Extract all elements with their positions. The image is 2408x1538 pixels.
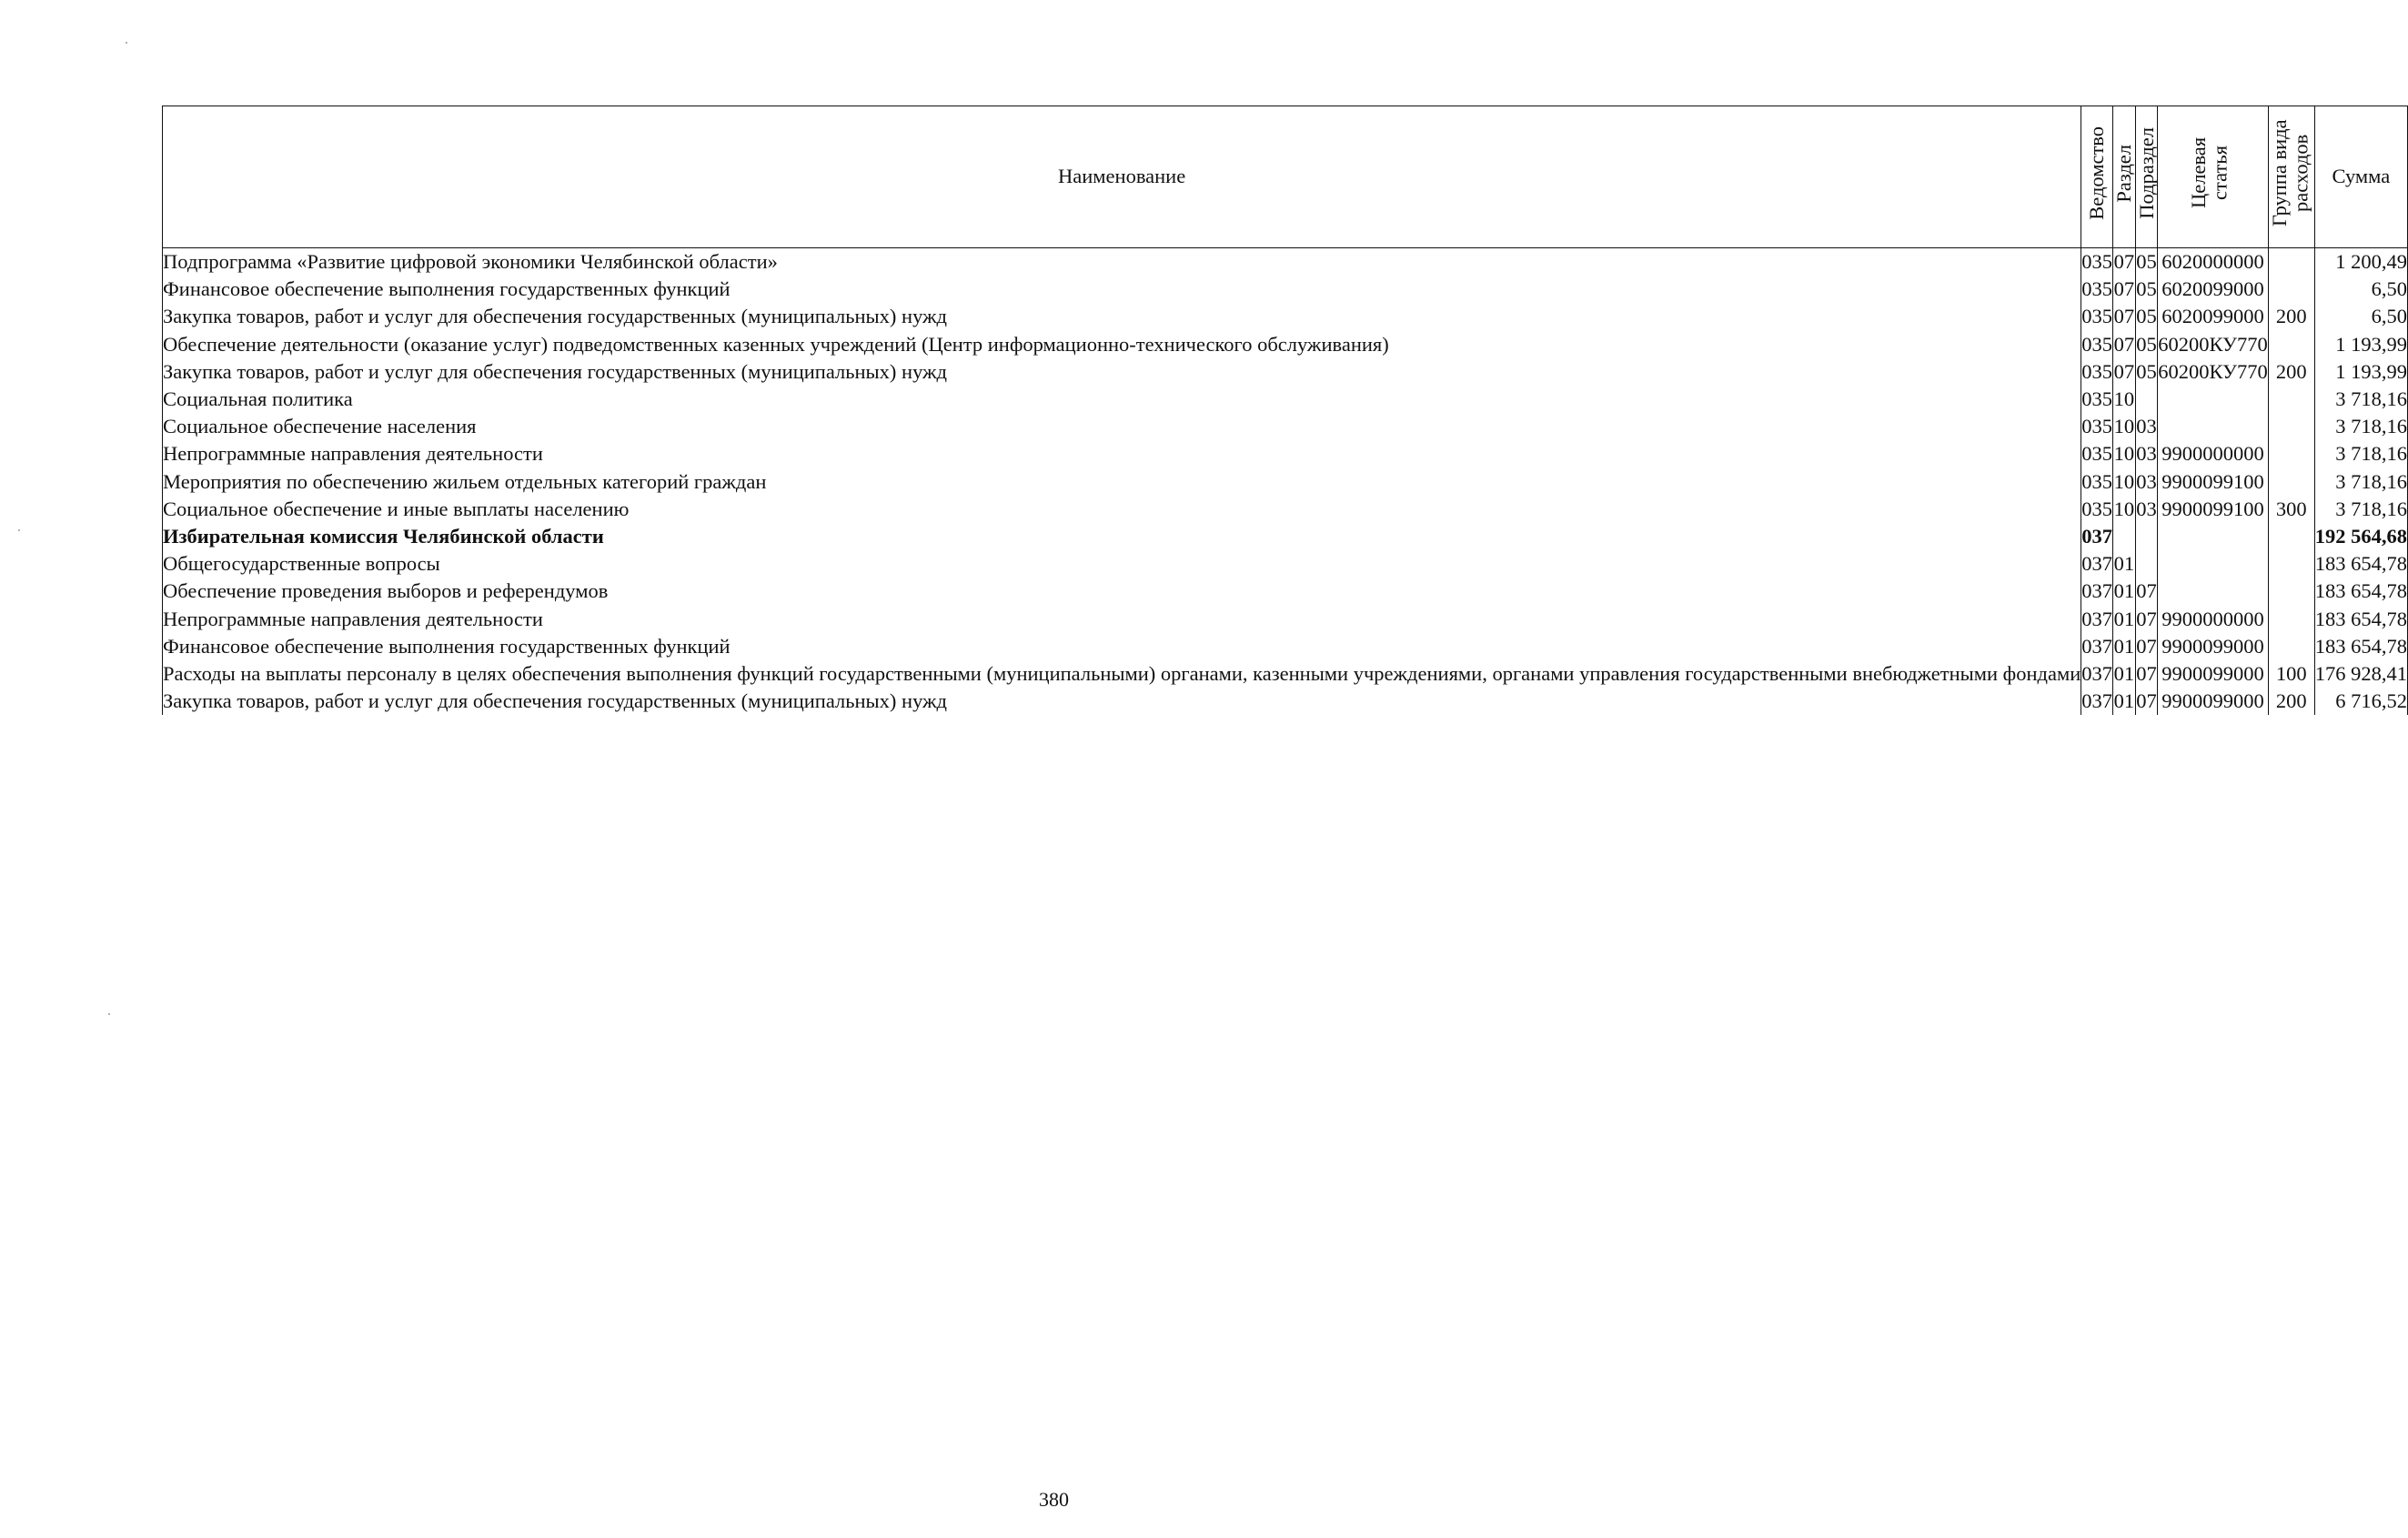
row-vedomstvo: 035 (2081, 413, 2113, 440)
table-row (163, 606, 2408, 633)
row-summa: 6 716,52 (2314, 688, 2407, 715)
row-name: Закупка товаров, работ и услуг для обеспечения государственных (муниципальных) нужд (163, 358, 2081, 386)
row-razdel: 01 (2113, 578, 2136, 605)
row-podrazdel: 05 (2135, 358, 2158, 386)
row-name: Финансовое обеспечение выполнения государственных функций (163, 276, 2081, 303)
row-razdel: 10 (2113, 386, 2136, 413)
row-name: Обеспечение деятельности (оказание услуг) подведомственных казенных учреждений (Центр информационно-технического обслуживания) (163, 331, 2081, 358)
header-summa-label: Сумма (2332, 165, 2391, 188)
row-gruppa-vida-rashodov (2268, 276, 2314, 303)
table-row (163, 331, 2408, 358)
row-name: Обеспечение проведения выборов и референдумов (163, 578, 2081, 605)
row-name: Непрограммные направления деятельности (163, 440, 2081, 467)
table-row (163, 276, 2408, 303)
row-name: Финансовое обеспечение выполнения государственных функций (163, 633, 2081, 660)
table-body (163, 248, 2408, 716)
row-podrazdel: 05 (2135, 276, 2158, 303)
row-gruppa-vida-rashodov (2268, 578, 2314, 605)
row-gruppa-vida-rashodov (2268, 413, 2314, 440)
row-razdel: 10 (2113, 496, 2136, 523)
row-summa: 3 718,16 (2314, 440, 2407, 467)
row-celevaya-statya: 60200КУ770 (2158, 358, 2269, 386)
row-celevaya-statya: 9900099000 (2158, 688, 2269, 715)
row-name: Общегосударственные вопросы (163, 550, 2081, 578)
row-celevaya-statya: 9900099100 (2158, 496, 2269, 523)
row-podrazdel: 07 (2135, 578, 2158, 605)
row-podrazdel: 07 (2135, 660, 2158, 688)
page-number: 380 (1039, 1488, 1069, 1511)
row-celevaya-statya: 6020000000 (2158, 248, 2269, 276)
table-row (163, 550, 2408, 578)
table-header (163, 106, 2408, 248)
row-name: Расходы на выплаты персоналу в целях обеспечения выполнения функций государственными (муниципальными) органами, казенными учреждениями, органами управления государственными внебюджетными фондами (163, 660, 2081, 688)
row-celevaya-statya: 9900099000 (2158, 633, 2269, 660)
row-summa: 183 654,78 (2314, 550, 2407, 578)
header-celevaya-label: Целевая статья (2186, 137, 2232, 209)
row-vedomstvo: 035 (2081, 331, 2113, 358)
row-podrazdel: 05 (2135, 248, 2158, 276)
row-summa: 1 200,49 (2314, 248, 2407, 276)
table-row (163, 248, 2408, 276)
row-summa: 1 193,99 (2314, 331, 2407, 358)
row-podrazdel (2135, 550, 2158, 578)
row-razdel: 10 (2113, 440, 2136, 467)
row-vedomstvo: 037 (2081, 550, 2113, 578)
table-row (163, 386, 2408, 413)
table-row (163, 413, 2408, 440)
row-gruppa-vida-rashodov (2268, 248, 2314, 276)
row-gruppa-vida-rashodov: 200 (2268, 303, 2314, 330)
row-podrazdel: 05 (2135, 303, 2158, 330)
header-summa (2314, 106, 2407, 248)
header-celevaya (2158, 106, 2269, 248)
row-vedomstvo: 037 (2081, 578, 2113, 605)
row-summa: 192 564,68 (2314, 523, 2407, 550)
row-razdel: 01 (2113, 633, 2136, 660)
row-name: Социальное обеспечение и иные выплаты населению (163, 496, 2081, 523)
row-celevaya-statya (2158, 413, 2269, 440)
row-gruppa-vida-rashodov (2268, 550, 2314, 578)
header-gruppa-label: Группа вида расходов (2267, 119, 2312, 227)
row-summa: 3 718,16 (2314, 386, 2407, 413)
table-row (163, 358, 2408, 386)
row-name: Подпрограмма «Развитие цифровой экономики Челябинской области» (163, 248, 2081, 276)
row-gruppa-vida-rashodov: 100 (2268, 660, 2314, 688)
row-vedomstvo: 035 (2081, 386, 2113, 413)
row-celevaya-statya: 60200КУ770 (2158, 331, 2269, 358)
row-gruppa-vida-rashodov (2268, 386, 2314, 413)
row-summa: 3 718,16 (2314, 468, 2407, 496)
row-razdel: 07 (2113, 276, 2136, 303)
row-vedomstvo: 035 (2081, 468, 2113, 496)
row-summa: 6,50 (2314, 276, 2407, 303)
row-vedomstvo: 035 (2081, 440, 2113, 467)
row-gruppa-vida-rashodov: 200 (2268, 358, 2314, 386)
table-row (163, 468, 2408, 496)
header-vedomstvo-label: Ведомство (2085, 126, 2109, 220)
header-razdel-label: Раздел (2112, 144, 2135, 203)
row-gruppa-vida-rashodov: 300 (2268, 496, 2314, 523)
row-vedomstvo: 037 (2081, 688, 2113, 715)
row-podrazdel: 03 (2135, 413, 2158, 440)
header-name-label: Наименование (1058, 165, 1186, 188)
row-name: Непрограммные направления деятельности (163, 606, 2081, 633)
row-name: Социальное обеспечение населения (163, 413, 2081, 440)
table-row (163, 633, 2408, 660)
row-name: Закупка товаров, работ и услуг для обеспечения государственных (муниципальных) нужд (163, 688, 2081, 715)
row-name: Социальная политика (163, 386, 2081, 413)
row-vedomstvo: 035 (2081, 303, 2113, 330)
table-row (163, 303, 2408, 330)
row-celevaya-statya: 9900099000 (2158, 660, 2269, 688)
row-podrazdel (2135, 523, 2158, 550)
row-podrazdel: 07 (2135, 688, 2158, 715)
row-razdel: 07 (2113, 331, 2136, 358)
row-razdel: 07 (2113, 248, 2136, 276)
row-name: Закупка товаров, работ и услуг для обеспечения государственных (муниципальных) нужд (163, 303, 2081, 330)
row-celevaya-statya: 6020099000 (2158, 276, 2269, 303)
row-razdel: 10 (2113, 413, 2136, 440)
row-celevaya-statya (2158, 550, 2269, 578)
row-name: Избирательная комиссия Челябинской области (163, 523, 2081, 550)
row-vedomstvo: 035 (2081, 276, 2113, 303)
row-podrazdel: 03 (2135, 468, 2158, 496)
row-summa: 183 654,78 (2314, 606, 2407, 633)
row-celevaya-statya: 9900000000 (2158, 606, 2269, 633)
row-summa: 183 654,78 (2314, 633, 2407, 660)
table-row (163, 523, 2408, 550)
row-summa: 183 654,78 (2314, 578, 2407, 605)
row-podrazdel: 05 (2135, 331, 2158, 358)
header-name (163, 106, 2081, 248)
row-vedomstvo: 035 (2081, 248, 2113, 276)
row-name: Мероприятия по обеспечению жильем отдельных категорий граждан (163, 468, 2081, 496)
header-vedomstvo (2081, 106, 2113, 248)
table-row (163, 688, 2408, 715)
scan-speck (18, 529, 20, 531)
row-celevaya-statya (2158, 523, 2269, 550)
row-gruppa-vida-rashodov (2268, 523, 2314, 550)
header-gruppa (2268, 106, 2314, 248)
row-vedomstvo: 037 (2081, 606, 2113, 633)
row-podrazdel (2135, 386, 2158, 413)
row-gruppa-vida-rashodov (2268, 331, 2314, 358)
row-vedomstvo: 037 (2081, 523, 2113, 550)
row-gruppa-vida-rashodov (2268, 468, 2314, 496)
scan-speck (126, 42, 127, 44)
row-razdel: 07 (2113, 303, 2136, 330)
table-row (163, 440, 2408, 467)
row-razdel: 01 (2113, 550, 2136, 578)
row-summa: 3 718,16 (2314, 496, 2407, 523)
row-podrazdel: 03 (2135, 496, 2158, 523)
row-gruppa-vida-rashodov (2268, 633, 2314, 660)
row-podrazdel: 03 (2135, 440, 2158, 467)
row-vedomstvo: 037 (2081, 633, 2113, 660)
row-celevaya-statya (2158, 386, 2269, 413)
row-podrazdel: 07 (2135, 606, 2158, 633)
row-celevaya-statya: 9900000000 (2158, 440, 2269, 467)
row-vedomstvo: 035 (2081, 358, 2113, 386)
row-celevaya-statya (2158, 578, 2269, 605)
row-gruppa-vida-rashodov (2268, 440, 2314, 467)
row-summa: 176 928,41 (2314, 660, 2407, 688)
row-razdel: 01 (2113, 688, 2136, 715)
budget-table (162, 106, 2408, 715)
header-podrazdel-label: Подраздел (2134, 127, 2158, 219)
row-vedomstvo: 037 (2081, 660, 2113, 688)
table-row (163, 496, 2408, 523)
header-podrazdel (2135, 106, 2158, 248)
scan-speck (108, 1013, 110, 1015)
row-celevaya-statya: 9900099100 (2158, 468, 2269, 496)
header-razdel (2113, 106, 2136, 248)
row-celevaya-statya: 6020099000 (2158, 303, 2269, 330)
row-razdel: 07 (2113, 358, 2136, 386)
row-vedomstvo: 035 (2081, 496, 2113, 523)
row-summa: 6,50 (2314, 303, 2407, 330)
row-summa: 1 193,99 (2314, 358, 2407, 386)
row-razdel: 01 (2113, 660, 2136, 688)
row-gruppa-vida-rashodov: 200 (2268, 688, 2314, 715)
row-summa: 3 718,16 (2314, 413, 2407, 440)
row-gruppa-vida-rashodov (2268, 606, 2314, 633)
row-razdel (2113, 523, 2136, 550)
table-row (163, 660, 2408, 688)
row-podrazdel: 07 (2135, 633, 2158, 660)
row-razdel: 10 (2113, 468, 2136, 496)
table-row (163, 578, 2408, 605)
row-razdel: 01 (2113, 606, 2136, 633)
